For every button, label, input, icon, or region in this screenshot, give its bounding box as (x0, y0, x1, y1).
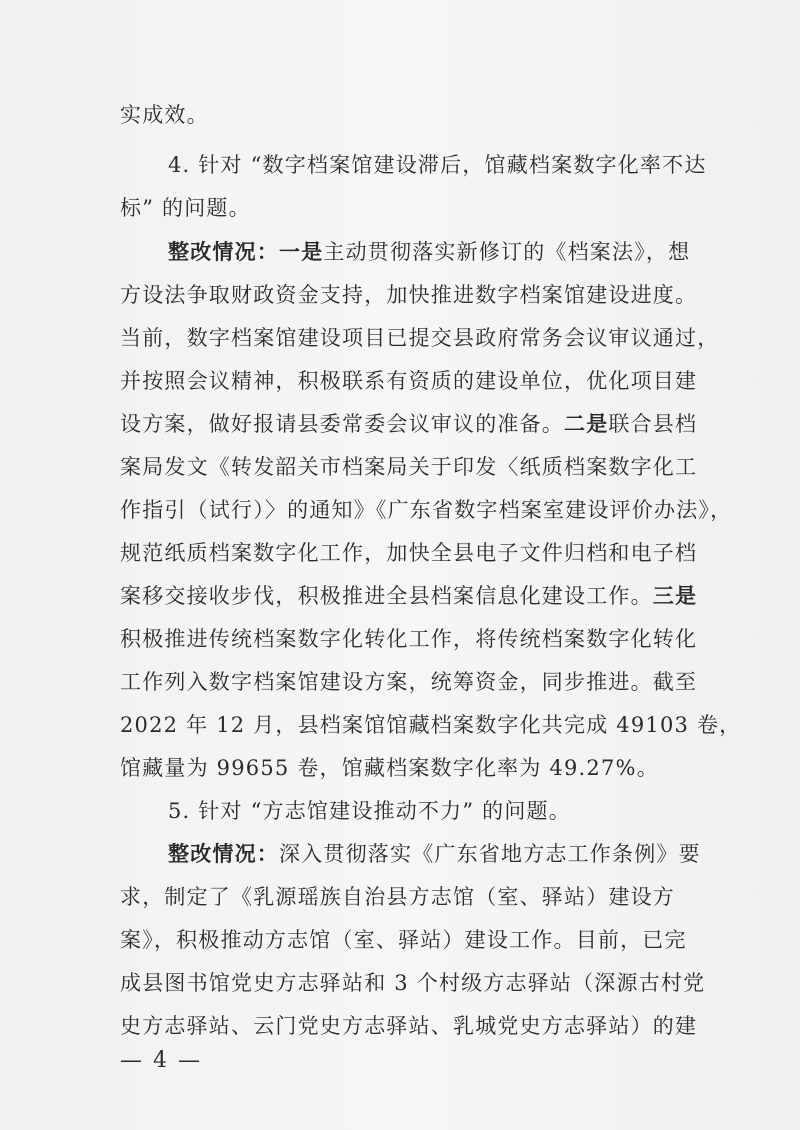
text-line: 案局发文《转发韶关市档案局关于印发〈纸质档案数字化工 (120, 455, 698, 479)
section-label: 整改情况： (168, 842, 279, 866)
text-line: 案》，积极推动方志馆（室、驿站）建设工作。目前，已完 (120, 928, 687, 952)
text-span: 主动贯彻落实新修订的《档案法》，想 (323, 240, 691, 264)
text-line: 5. 针对 “方志馆建设推动不力” 的问题。 (168, 799, 571, 823)
text-line: 4. 针对 “数字档案馆建设滞后，馆藏档案数字化率不达 (168, 153, 707, 177)
text-span: 联合县档 (608, 412, 698, 436)
text-span: 深入贯彻落实《广东省地方志工作条例》要 (279, 842, 701, 866)
paragraph-line (120, 581, 697, 611)
text-line: 作指引（试行）〉的通知》《广东省数字档案室建设评价办法》， (120, 498, 733, 522)
paragraph-line (168, 237, 690, 267)
text-line: 求，制定了《乳源瑶族自治县方志馆（室、驿站）建设方 (120, 885, 675, 909)
text-span: 案移交接收步伐，积极推进全县档案信息化建设工作。 (120, 584, 653, 608)
text-line: 成县图书馆党史方志驿站和 3 个村级方志驿站（深源古村党 (120, 971, 706, 995)
text-line: 标” 的问题。 (120, 196, 251, 220)
text-line: 工作列入数字档案馆建设方案，统筹资金，同步推进。截至 (120, 670, 698, 694)
text-span: 设方案，做好报请县委常委会议审议的准备。 (120, 412, 564, 436)
paragraph-line (120, 409, 697, 439)
point-label: 一是 (279, 240, 324, 264)
text-line: 当前，数字档案馆建设项目已提交县政府常务会议审议通过， (120, 326, 720, 350)
section-label: 整改情况： (168, 240, 279, 264)
text-line: 史方志驿站、云门党史方志驿站、乳城党史方志驿站）的建 (120, 1014, 698, 1038)
point-label: 二是 (564, 412, 609, 436)
text-line: 方设法争取财政资金支持，加快推进数字档案馆建设进度。 (120, 283, 698, 307)
text-line: 2022 年 12 月，县档案馆馆藏档案数字化共完成 49103 卷， (120, 713, 742, 737)
text-line: 规范纸质档案数字化工作，加快全县电子文件归档和电子档 (120, 541, 698, 565)
page-number: — 4 — (120, 1048, 202, 1073)
text-line: 积极推进传统档案数字化转化工作，将传统档案数字化转化 (120, 627, 698, 651)
text-line: 馆藏量为 99655 卷，馆藏档案数字化率为 49.27%。 (120, 756, 659, 780)
paragraph-line (168, 839, 701, 869)
text-line: 并按照会议精神，积极联系有资质的建设单位，优化项目建 (120, 369, 698, 393)
point-label: 三是 (652, 584, 698, 608)
text-line: 实成效。 (120, 103, 209, 127)
